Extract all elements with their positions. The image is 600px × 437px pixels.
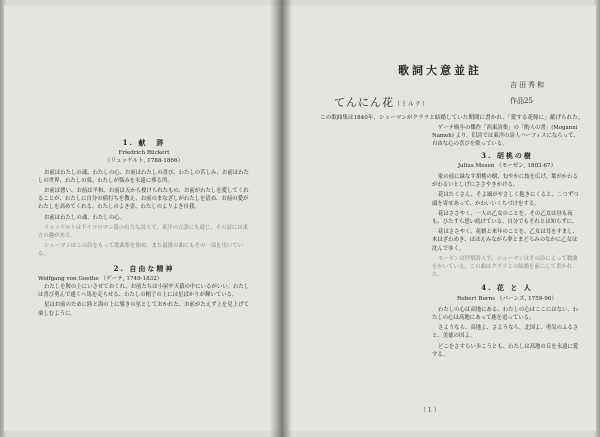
paragraph: お前は憩い、お前は平和、お前は天から授けられたもの、お前がわたしを愛してくれることが、わたしに自分の値打ちを教え、お前のまなざしがわたしを清め、お前の愛がわたしを高めてくれる、わたしのよき霊、わたしのよりよき自我。 [38,188,249,211]
poet-reading-1: （リュッケルト, 1788-1866） [104,158,184,165]
paragraph: 花はささやく、花婿と来年のことを。乙女は耳をすまし、木はざわめき、ほほえみながら夢とまどろみのなかに乙女は沈んでゆく。 [432,229,579,252]
intro-text: この歌曲集は1840年、シューマンがクララと結婚していた期間に書かれ、「愛する花嫁に」献げられた。 [320,115,584,121]
paragraph: シューマンはこの詩をもって歌曲集を始め、また最後の曲にもその一部を用いている。 [38,243,244,258]
section-heading-2: 2. 自由な精神 [113,263,175,273]
left-column [38,136,250,320]
page-number: （ 1 ） [420,407,440,414]
page-title: 歌詞大意並註 [398,64,482,77]
paragraph: わたしの心は高地にある、わたしの心はここにはない、わたしの心は高地にあって鹿を追っている。 [432,306,579,322]
work-title: てんにん花（ミルテ） [334,96,430,109]
paragraph: 花はささやく、一人の乙女のことを、その乙女は昼も夜も、ひたすら思い続けている、自分でもそれとは知らずに。 [432,210,578,226]
right-page [282,6,596,431]
paragraph: ゲーテ晩年の傑作「西東詩集」の「酌人の書」(Moganni Nameh) より。旧詩では東洋の詩人ハーフィスにならって、自由な心の喜びを歌っている。 [432,125,579,148]
paragraph: 花はたくさん、そよ風がやさしく抱きにくると、二つずつ頭を寄せあって、かわいいくちづけをする。 [432,192,579,207]
section-heading-1: 1. 献 辞 [122,138,166,147]
paragraph: モーゼンは抒情詩人で、シューマンはその詩によって数曲をかいている。この曲はクララとの結婚を前にして書かれた。 [432,255,578,279]
right-column [432,124,582,361]
book-gutter-shadow [270,0,292,437]
paragraph: 星はお前のために陸と海の上に導きの星としておかれた、お前がたえず上を見上げて楽しむように。 [38,302,249,317]
poet-3: Julius Mosen （モーゼン, 1803-67） [457,162,557,169]
poet-original-2: Wolfgang von Goethe （ゲーテ, 1749-1832） [38,275,163,282]
paragraph: お前はわたしの魂、わたしの心、お前はわたしの喜び、わたしの苦しみ、お前はわたしの世界、わたしの墓、わたしが悩みを永遠に葬る所。 [38,169,249,184]
section-heading-3: 3. 胡桃の樹 [481,150,533,160]
paragraph: どこをさすらい歩こうとも、わたしは高地の丘を永遠に愛する。 [432,343,579,358]
section-heading-4: 4. 花 と 人 [481,283,533,293]
author-name: 吉田秀和 [510,81,546,89]
work-number: 作品25 [510,97,533,105]
paragraph: 家の前に緑なす胡桃の樹、匂やかに枝を広げ、葉がかわるがわるいとしげにささやきかける。 [432,174,578,189]
left-page [4,6,278,431]
poet-original-1: Friedrich Rückert [118,150,170,157]
paragraph: わたしを鞍の上にいさせておくれ、お前たちは小屋や天幕の中にいるがいい。わたしは喜び勇んで遠くへ馬を走らせる、わたしの帽子の上には星ばかりが輝いている。 [38,284,250,299]
paragraph: リュッケルトはドイツロマン派の有力な詩人で、東洋の言語にも通じ、その詩には東方の趣がある。 [38,224,249,240]
paragraph: さようなら、高地よ、さようなら、北国よ、勇気のふるさと、美徳の国よ。 [432,325,579,340]
paragraph: お前はわたしの魂、わたしの心。 [44,214,125,221]
poet-4: Robert Burns （バーンズ, 1759-96） [457,295,557,302]
